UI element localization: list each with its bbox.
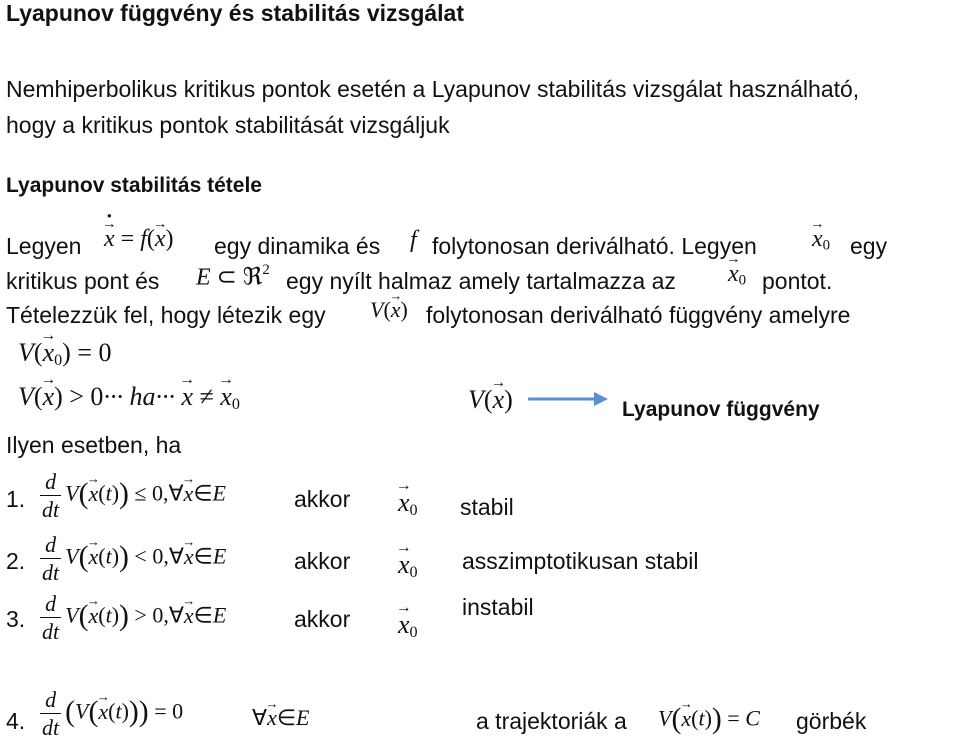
item-4-suffix: görbék [796, 708, 867, 734]
condition-2-akkor: akkor [294, 548, 351, 574]
condition-1-x0: → $x_0$ [398, 488, 418, 520]
v-of-x-large: V(→ x) [468, 385, 513, 415]
condition-3-x0: → $x_0$ [398, 610, 418, 642]
condition-1-relation: ≤ [134, 480, 147, 506]
condition-3-akkor: akkor [294, 606, 351, 632]
condition-3-relation: > [134, 602, 147, 628]
x0-symbol-1: → $x_0$ [812, 226, 830, 255]
intro-line-1: Nemhiperbolikus kritikus pontok esetén a Lyapunov stabilitás vizsgálat használható, [6, 76, 860, 102]
condition-2-x0: → $x_0$ [398, 550, 418, 582]
condition-2-formula: $\frac{d}{dt}$ V(→ x(t)) < 0,∀→ x∈E [40, 533, 226, 584]
item-4-formula: $\frac{d}{dt}$ (V(→ x(t))) = 0 [40, 688, 183, 739]
lyapunov-function-label: Lyapunov függvény [622, 398, 820, 421]
theorem-heading: Lyapunov stabilitás tétele [6, 174, 262, 197]
condition-2-result: asszimptotikusan stabil [462, 548, 699, 574]
v-positive-condition: V(→ x) > 0··· ha··· → x ≠ → $x_0$ [18, 382, 240, 414]
legyen-label-1: Legyen [6, 233, 82, 259]
condition-3-formula: $\frac{d}{dt}$ V(→ x(t)) > 0,∀→ x∈E [40, 592, 226, 643]
condition-2-number: 2. [6, 548, 26, 574]
f-symbol: f [410, 227, 417, 253]
v-x0-equals-zero: $V(\to x_0) = 0$ [18, 338, 112, 370]
condition-1-formula: $\frac{d}{dt}$ V(→ x(t)) ≤ 0,∀→ x∈E [40, 470, 226, 521]
condition-1-number: 1. [6, 486, 26, 512]
condition-intro: Ilyen esetben, ha [6, 432, 182, 458]
theorem-text-8: folytonosan deriválható függvény amelyre [426, 302, 851, 328]
condition-1-result: stabil [460, 494, 514, 520]
condition-1-akkor: akkor [294, 486, 351, 512]
theorem-text-7: Tételezzük fel, hogy létezik egy [6, 302, 326, 328]
item-4-text: a trajektoriák a [476, 708, 627, 734]
theorem-text-6: pontot. [762, 268, 833, 294]
condition-3-result: instabil [462, 594, 534, 620]
dynamics-equation: · x → = f(→ x) [104, 226, 174, 253]
theorem-text-4: kritikus pont és [6, 268, 160, 294]
item-4-forall: ∀→ x∈E [252, 705, 309, 731]
theorem-text-1: egy dinamika és [214, 233, 381, 259]
condition-3-number: 3. [6, 606, 26, 632]
theorem-text-3: egy [850, 233, 888, 259]
page-title: Lyapunov függvény és stabilitás vizsgálat [6, 0, 465, 26]
right-arrow-icon [526, 389, 610, 409]
set-definition: E ⊂ ℜ$^2$ [196, 262, 270, 291]
x0-symbol-2: → $x_0$ [728, 261, 746, 290]
item-4-number: 4. [6, 708, 26, 734]
item-4-curve-formula: V(→ x(t)) = C [658, 703, 760, 736]
condition-2-relation: < [134, 543, 147, 569]
v-of-x: V(→ x) [370, 297, 408, 323]
theorem-text-5: egy nyílt halmaz amely tartalmazza az [286, 268, 676, 294]
theorem-text-2: folytonosan deriválható. Legyen [432, 233, 757, 259]
intro-line-2: hogy a kritikus pontok stabilitását vizsgáljuk [6, 112, 450, 138]
